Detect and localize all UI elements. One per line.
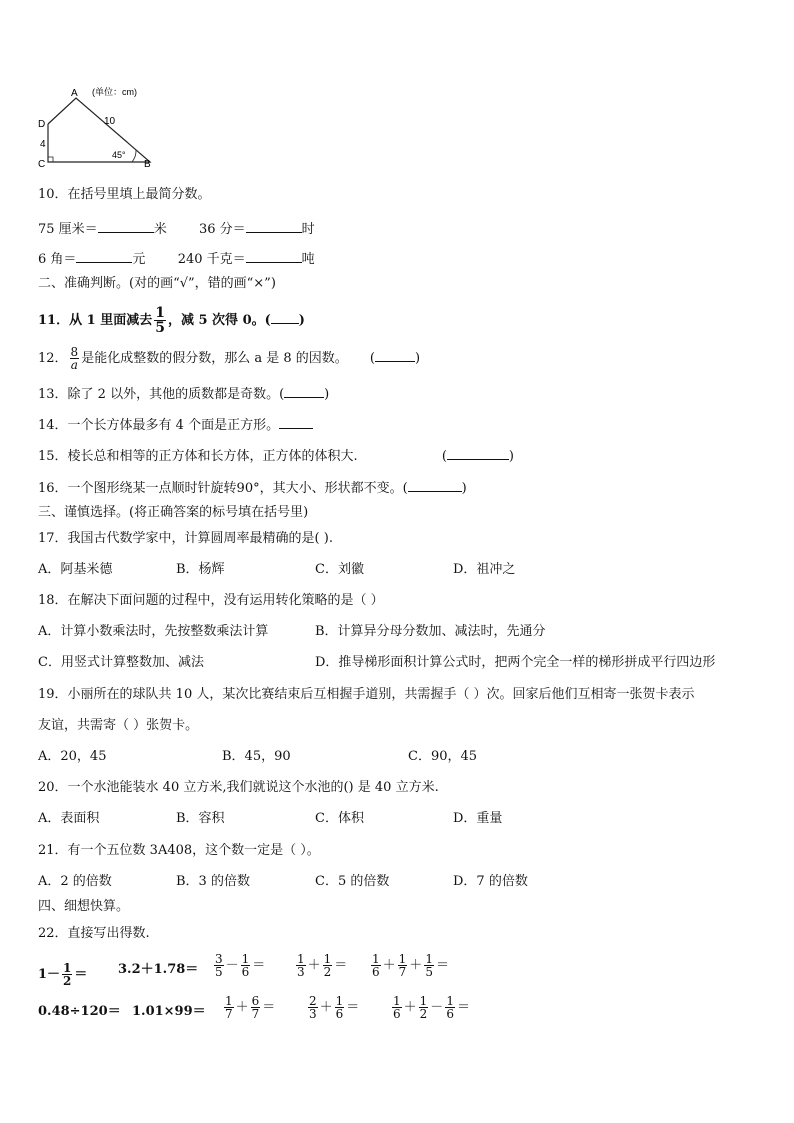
label-a: A bbox=[71, 88, 78, 99]
q10-a4: 240 千克＝ bbox=[177, 252, 246, 267]
q10-blank2[interactable] bbox=[246, 220, 302, 233]
q22-expr1 bbox=[38, 962, 87, 987]
q22-expr8: $\frac{1}{7}$ ＋ $\frac{6}{7}$ ＝ bbox=[225, 994, 276, 1021]
trapezoid-figure bbox=[30, 80, 180, 170]
q19-option-b[interactable]: B．45，90 bbox=[222, 749, 291, 764]
q17-option-a[interactable]: A．阿基米德 bbox=[38, 562, 113, 577]
q22-expr5: $\frac{1}{6}$ ＋ $\frac{1}{7}$ ＋ $\frac{1}{5}$ ＝ bbox=[372, 952, 449, 979]
q21-stem: 21．有一个五位数 3A408，这个数一定是（ ）。 bbox=[38, 843, 320, 858]
q13-close-paren: ) bbox=[324, 387, 330, 402]
q20-stem: 20．一个水池能装水 40 立方米,我们就说这个水池的() 是 40 立方米. bbox=[38, 780, 439, 795]
section4-title: 四、细想快算。 bbox=[38, 899, 130, 914]
q10-u1: 米 bbox=[153, 222, 167, 237]
expr8-op: ＋ bbox=[235, 1000, 249, 1015]
q15-close-paren: ) bbox=[508, 449, 514, 464]
q12-open-paren: ( bbox=[369, 351, 375, 366]
q13-answer-blank[interactable] bbox=[284, 385, 324, 398]
q12-fraction bbox=[70, 346, 80, 371]
expr10-op1: ＋ bbox=[403, 1000, 417, 1015]
q11 bbox=[38, 306, 305, 335]
q22-expr9: $\frac{2}{3}$ ＋ $\frac{1}{6}$ ＝ bbox=[309, 994, 360, 1021]
q11-close-paren: ) bbox=[298, 313, 305, 328]
q12-answer-blank[interactable] bbox=[375, 349, 415, 362]
expr3-eq: ＝ bbox=[252, 958, 266, 973]
q12-text: 是能化成整数的假分数，那么 a 是 8 的因数。 bbox=[81, 351, 348, 366]
q22-expr2: 3.2＋1.78＝ bbox=[118, 962, 199, 977]
q19-option-c[interactable]: C．90，45 bbox=[408, 749, 478, 764]
q10-u4: 吨 bbox=[301, 252, 315, 267]
q10-u3: 元 bbox=[132, 252, 146, 267]
q11-numerator: 1 bbox=[155, 305, 165, 321]
q20-option-c[interactable]: C．体积 bbox=[315, 811, 364, 826]
label-b: B bbox=[144, 159, 151, 170]
q11-text-post: ，减 5 次得 0。( bbox=[167, 313, 271, 328]
q18-stem: 18．在解决下面问题的过程中，没有运用转化策略的是（ ） bbox=[38, 593, 384, 608]
q18-option-c[interactable]: C．用竖式计算整数加、减法 bbox=[38, 655, 204, 670]
q11-answer-blank[interactable] bbox=[271, 311, 299, 324]
q22-stem: 22．直接写出得数. bbox=[38, 926, 150, 941]
q10-blank4[interactable] bbox=[246, 250, 302, 263]
q17-option-c[interactable]: C．刘徽 bbox=[315, 562, 364, 577]
q12-denominator: a bbox=[70, 358, 78, 372]
q22-expr3: $\frac{3}{5}$ － $\frac{1}{6}$ ＝ bbox=[215, 952, 266, 979]
expr1-fraction: $\frac{1}{2}$ bbox=[63, 961, 72, 988]
q18-option-d[interactable]: D．推导梯形面积计算公式时，把两个完全一样的梯形拼成平行四边形 bbox=[315, 655, 716, 670]
q19-line1: 19．小丽所在的球队共 10 人，某次比赛结束后互相握手道别，共需握手（ ）次。回家后他们互相寄一张贺卡表示 bbox=[38, 687, 695, 702]
q17-stem: 17．我国古代数学家中，计算圆周率最精确的是( ). bbox=[38, 531, 333, 546]
side-cd-length: 4 bbox=[40, 139, 46, 150]
q10-row2 bbox=[38, 250, 315, 268]
angle-b-value: 45° bbox=[112, 150, 126, 160]
q15-answer-blank[interactable] bbox=[447, 447, 509, 460]
q10-blank3[interactable] bbox=[76, 250, 132, 263]
q22-expr6: 0.48÷120＝ bbox=[38, 1004, 121, 1019]
q20-option-b[interactable]: B．容积 bbox=[176, 811, 225, 826]
q22-expr4: $\frac{1}{3}$ ＋ $\frac{1}{2}$ ＝ bbox=[297, 952, 348, 979]
q22-expr7: 1.01×99＝ bbox=[132, 1004, 206, 1019]
expr10-eq: ＝ bbox=[456, 1000, 470, 1015]
q10-a3: 6 角＝ bbox=[38, 252, 77, 267]
q12 bbox=[38, 346, 420, 371]
expr4-op: ＋ bbox=[307, 958, 321, 973]
side-ab-length: 10 bbox=[104, 116, 116, 127]
q14-answer-blank[interactable] bbox=[279, 416, 313, 429]
section3-title: 三、谨慎选择。(将正确答案的标号填在括号里) bbox=[38, 505, 309, 520]
angle-arc bbox=[132, 150, 136, 162]
q18-option-b[interactable]: B．计算异分母分数加、减法时，先通分 bbox=[315, 624, 546, 639]
expr5-op2: ＋ bbox=[409, 958, 423, 973]
q14 bbox=[38, 416, 313, 434]
q12-numerator: 8 bbox=[70, 345, 79, 359]
q22-expr10: $\frac{1}{6}$ ＋ $\frac{1}{2}$ － $\frac{1}{6}$ ＝ bbox=[393, 994, 470, 1021]
q15-text: 15．棱长总和相等的正方体和长方体，正方体的体积大. bbox=[38, 449, 358, 464]
q10-stem: 10．在括号里填上最简分数。 bbox=[38, 187, 211, 202]
q13-text: 13．除了 2 以外，其他的质数都是奇数。( bbox=[38, 387, 285, 402]
q16-text: 16．一个图形绕某一点顺时针旋转90°，其大小、形状都不变。( bbox=[38, 481, 408, 496]
q16-close-paren: ) bbox=[461, 481, 467, 496]
q19-option-a[interactable]: A．20，45 bbox=[38, 749, 107, 764]
right-angle-mark bbox=[48, 157, 53, 162]
q13 bbox=[38, 385, 329, 403]
q16 bbox=[38, 479, 467, 497]
expr4-eq: ＝ bbox=[334, 958, 348, 973]
expr1-lead: 1－ bbox=[38, 967, 61, 982]
q14-text: 14．一个长方体最多有 4 个面是正方形。 bbox=[38, 418, 280, 433]
q10-u2: 时 bbox=[301, 222, 315, 237]
q21-option-b[interactable]: B．3 的倍数 bbox=[176, 874, 250, 889]
expr8-eq: ＝ bbox=[262, 1000, 276, 1015]
q15-open-paren: ( bbox=[441, 449, 447, 464]
expr9-eq: ＝ bbox=[346, 1000, 360, 1015]
q10-a1: 75 厘米＝ bbox=[38, 222, 98, 237]
section2-title: 二、准确判断。(对的画“√”，错的画“×”) bbox=[38, 276, 276, 291]
q11-denominator: 5 bbox=[155, 320, 165, 336]
expr10-op2: － bbox=[430, 1000, 444, 1015]
q15 bbox=[38, 447, 514, 465]
trapezoid-outline bbox=[48, 98, 150, 162]
q10-a2: 36 分＝ bbox=[198, 222, 246, 237]
q16-answer-blank[interactable] bbox=[408, 479, 462, 492]
expr3-op: － bbox=[225, 958, 239, 973]
q17-option-b[interactable]: B．杨辉 bbox=[176, 562, 225, 577]
q11-text: 11．从 1 里面减去 bbox=[38, 313, 153, 328]
expr5-op1: ＋ bbox=[382, 958, 396, 973]
q11-fraction bbox=[154, 306, 166, 335]
q21-option-d[interactable]: D．7 的倍数 bbox=[453, 874, 528, 889]
q10-row1 bbox=[38, 220, 315, 238]
q20-option-d[interactable]: D．重量 bbox=[453, 811, 503, 826]
label-d: D bbox=[38, 119, 46, 130]
q18-option-a[interactable]: A．计算小数乘法时，先按整数乘法计算 bbox=[38, 624, 269, 639]
q19-line2: 友谊，共需寄（ ）张贺卡。 bbox=[38, 718, 199, 733]
q12-number: 12． bbox=[38, 351, 68, 366]
expr5-eq: ＝ bbox=[435, 958, 449, 973]
q10-blank1[interactable] bbox=[98, 220, 154, 233]
q21-option-a[interactable]: A．2 的倍数 bbox=[38, 874, 112, 889]
q21-option-c[interactable]: C．5 的倍数 bbox=[315, 874, 390, 889]
q17-option-d[interactable]: D．祖冲之 bbox=[453, 562, 516, 577]
q12-close-paren: ) bbox=[414, 351, 421, 366]
expr1-eq: ＝ bbox=[74, 967, 88, 982]
q20-option-a[interactable]: A．表面积 bbox=[38, 811, 100, 826]
expr9-op: ＋ bbox=[319, 1000, 333, 1015]
unit-label: (单位：cm) bbox=[92, 87, 137, 97]
label-c: C bbox=[38, 159, 46, 170]
